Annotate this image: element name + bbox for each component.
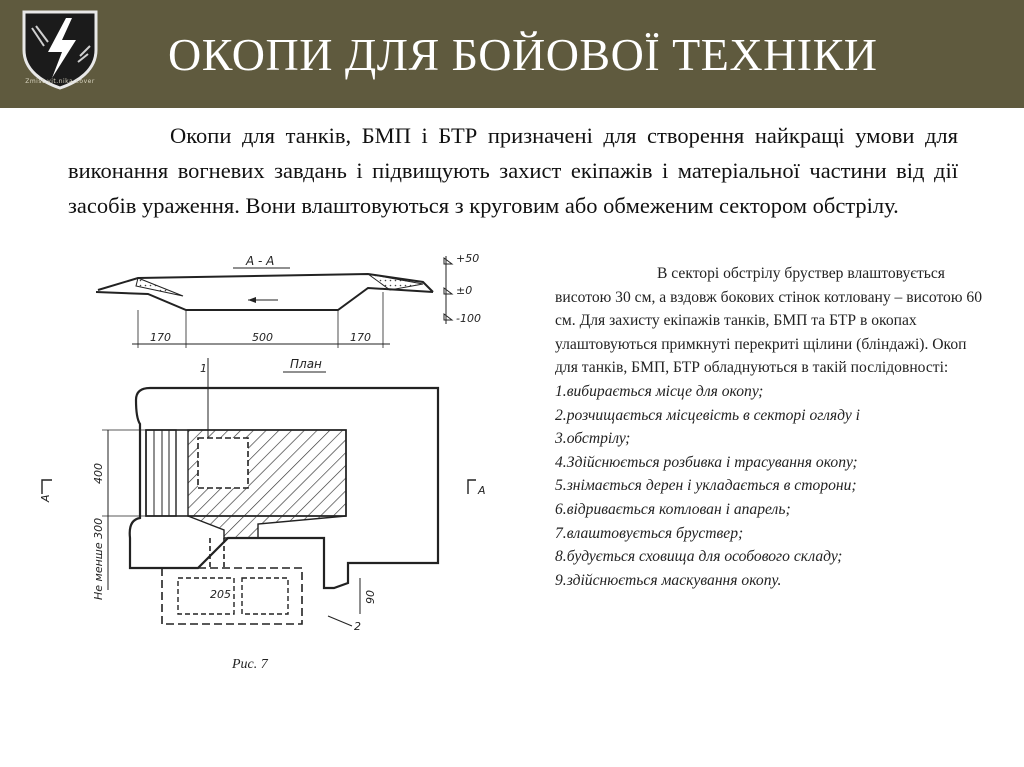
level-zero: ±0 <box>456 284 473 297</box>
section-label: А - А <box>246 254 275 268</box>
procedure-lead: В секторі обстрілу бруствер влаштовується висотою 30 см, а вздовж бокових стінок котловану – висотою 60 см. Для захисту екіпажів танків, БМП та БТР в окопах улаштовуються примкнуті перекриті щілини (бліндажі). Окоп для танків, БМП, БТР обладнуються в такій послідовності: <box>555 265 982 377</box>
marker-a-left: А <box>39 494 52 502</box>
dim-205: 205 <box>210 588 231 601</box>
dim-400: 400 <box>92 463 105 484</box>
title-bar <box>0 0 1024 108</box>
figure-caption: Рис. 7 <box>232 657 268 672</box>
level-plus50: +50 <box>456 252 480 265</box>
marker-2: 2 <box>354 620 361 633</box>
list-item: 1.вибирається місце для окопу; <box>555 382 764 400</box>
cross-section <box>96 252 481 348</box>
list-item: 5.знімається дерен і укладається в сторони; <box>555 477 857 495</box>
plan-label: План <box>290 357 322 371</box>
list-item: 3.обстрілу; <box>555 430 631 448</box>
dim-170-right: 170 <box>350 331 371 344</box>
list-item: 2.розчищається місцевість в секторі огляду і <box>555 406 861 424</box>
list-item: 6.відривається котлован і апарель; <box>555 500 791 518</box>
procedure-text <box>555 262 985 592</box>
logo-caption: Zmist.vit.nika.cover <box>25 78 95 85</box>
dim-min300: Не менше 300 <box>92 517 105 600</box>
intro-text: Окопи для танків, БМП і БТР призначені для створення найкращі умови для виконання вогневих завдань і підвищують захист екіпажів і матеріальної частини від дії засобів ураження. Вони влаштовуються з круговим або обмеженим сектором обстрілу. <box>68 123 958 218</box>
list-item: 8.будується сховища для особового складу; <box>555 548 843 566</box>
page-title: ОКОПИ ДЛЯ БОЙОВОЇ ТЕХНІКИ <box>168 29 878 80</box>
list-item: 9.здійснюється маскування окопу. <box>555 571 782 589</box>
list-item: 4.Здійснюється розбивка і трасування окопу; <box>555 453 858 471</box>
plan-view <box>39 357 486 633</box>
trench-drawing <box>28 248 533 686</box>
intro-paragraph <box>68 118 958 223</box>
dim-170-left: 170 <box>150 331 171 344</box>
level-minus100: -100 <box>456 312 481 325</box>
dim-90: 90 <box>364 590 377 604</box>
dim-500: 500 <box>252 331 273 344</box>
marker-1: 1 <box>200 362 207 375</box>
list-item: 7.влаштовується бруствер; <box>555 524 744 542</box>
marker-a-right: А <box>478 484 486 497</box>
